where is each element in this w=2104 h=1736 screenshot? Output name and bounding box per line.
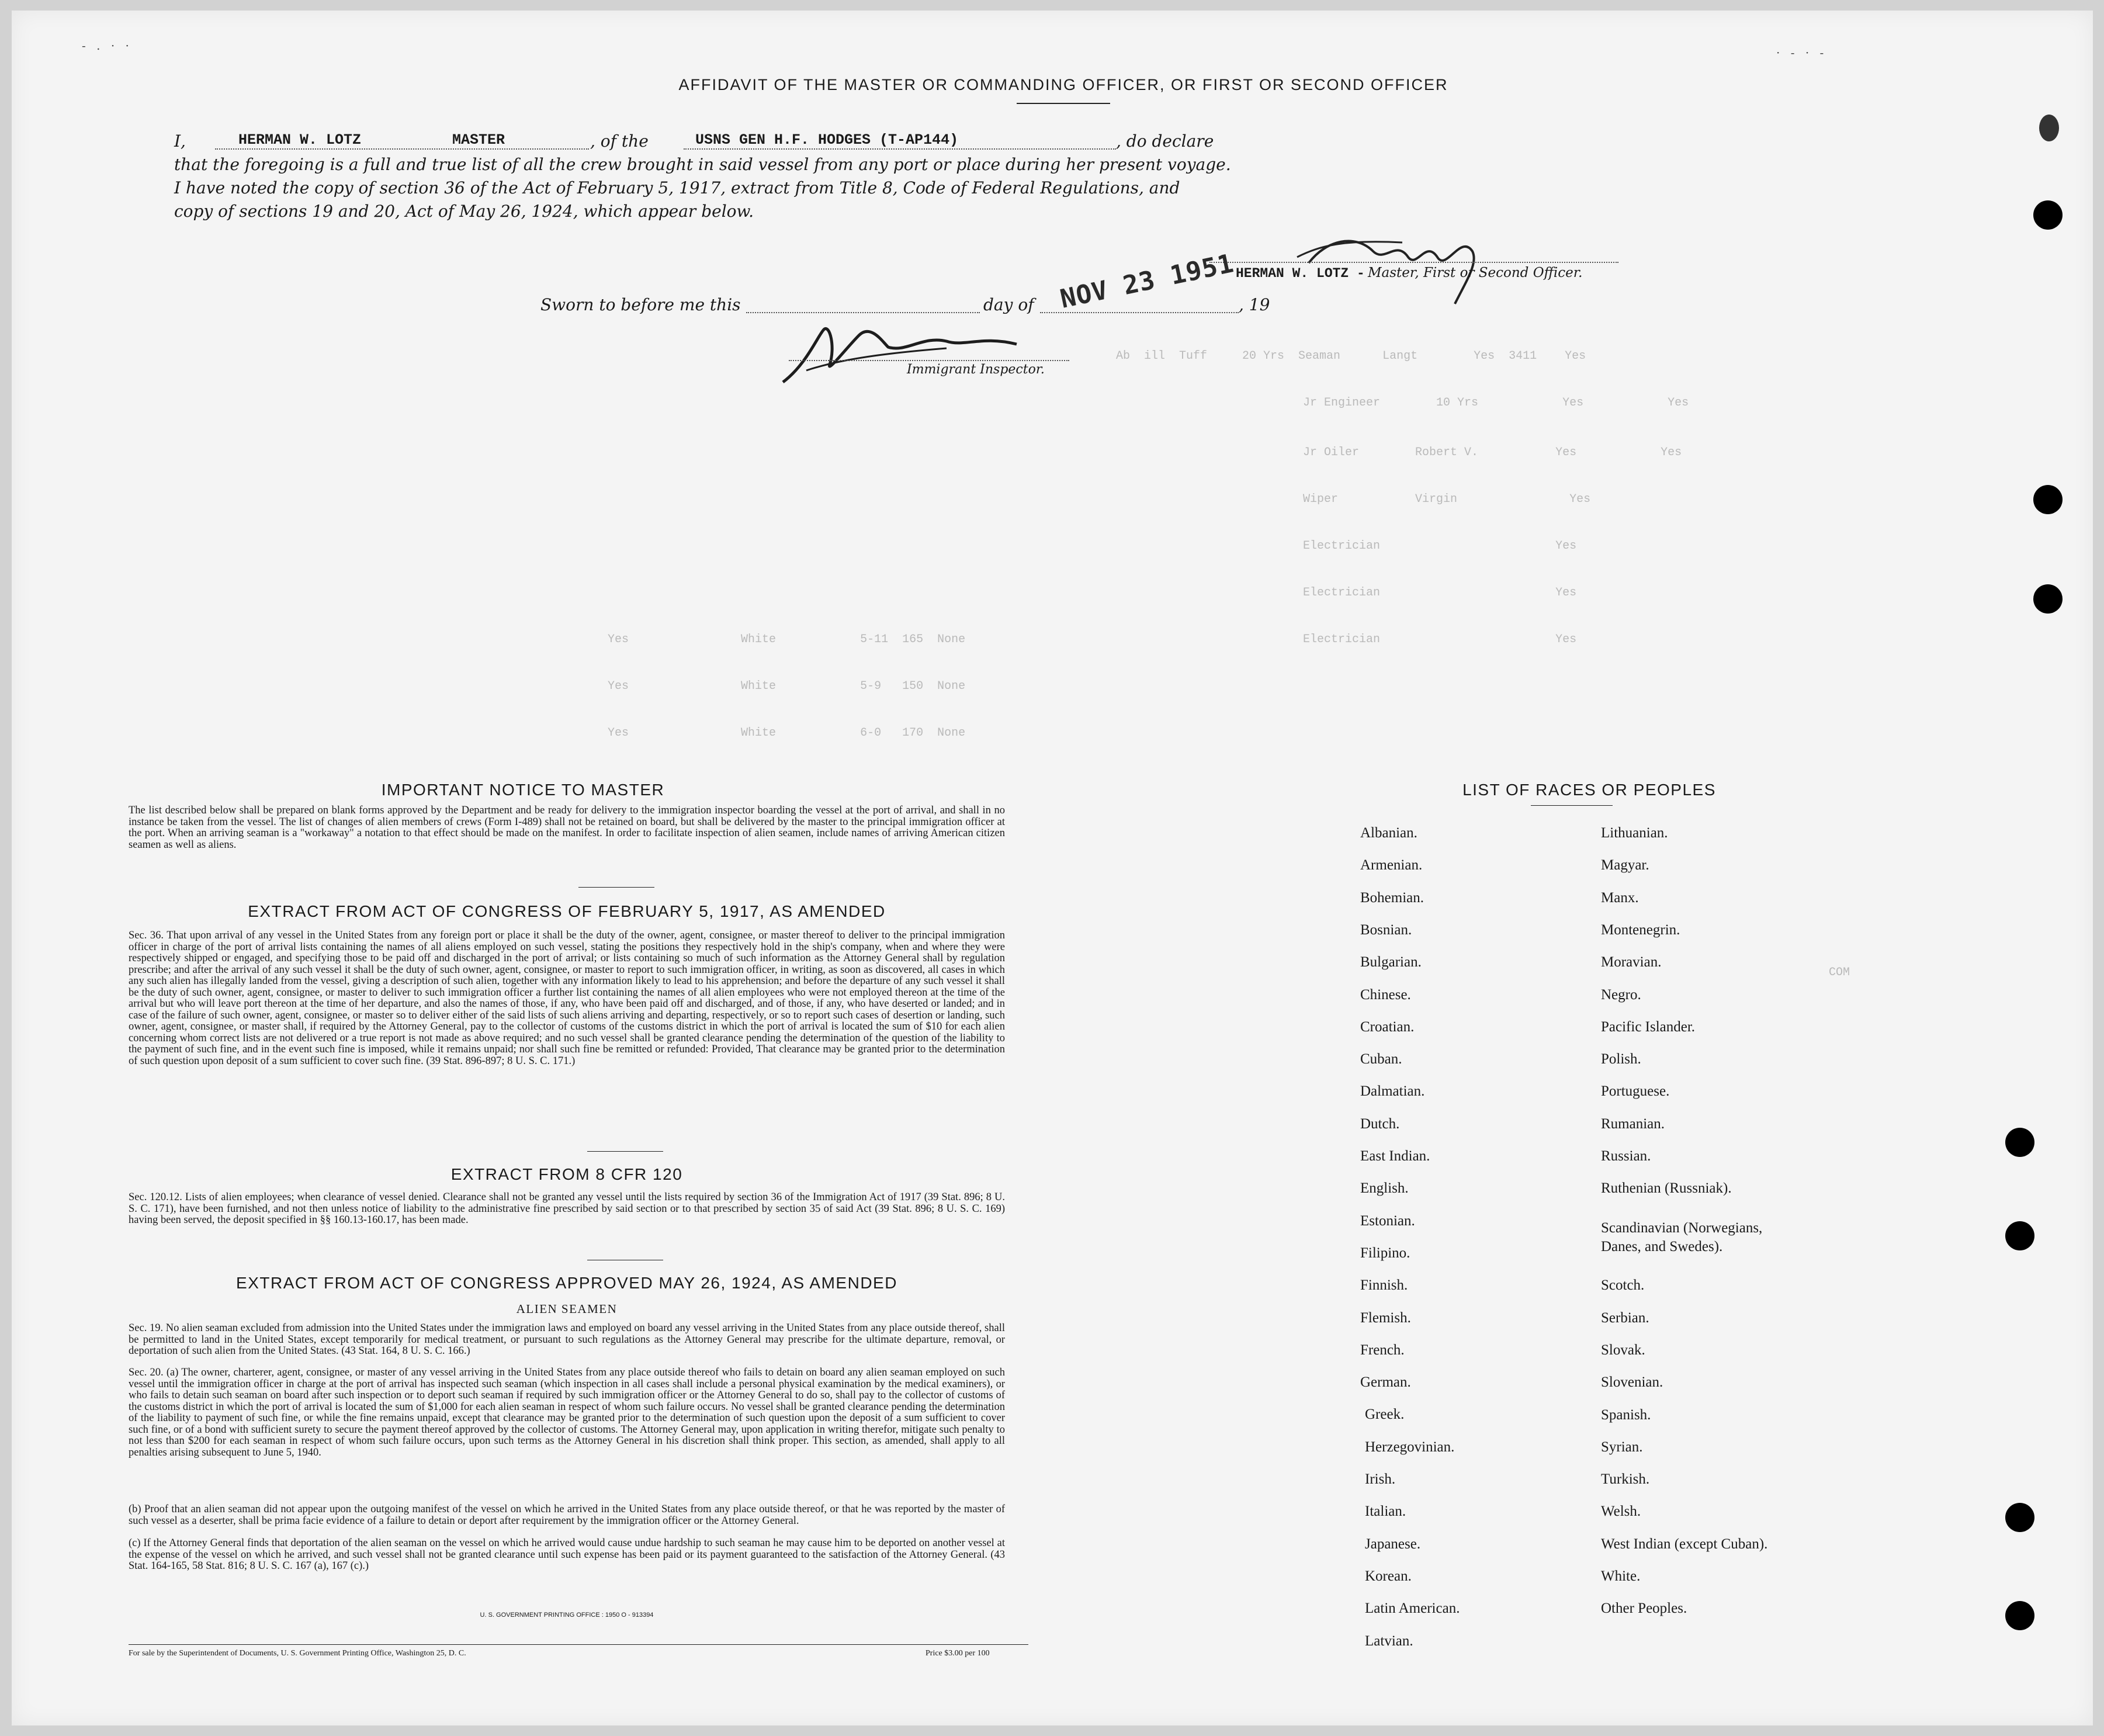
gpo-imprint: U. S. GOVERNMENT PRINTING OFFICE : 1950 O - 913394 [480,1612,654,1619]
race-item: French. [1360,1342,1405,1358]
punch-hole [2005,1503,2034,1532]
race-item: Bohemian. [1360,889,1424,906]
race-item: Negro. [1601,986,1641,1003]
race-item: Spanish. [1601,1406,1651,1423]
race-item: Finnish. [1360,1277,1408,1294]
race-item: Moravian. [1601,954,1662,971]
inspector-dotted-line [789,360,1069,361]
declaration-line-1 [174,130,1647,153]
extract-1917-text: Sec. 36. That upon arrival of any vessel in the United States from any foreign port or place it shall be the duty of the owner, agent, consignee, or master thereof to deliver to the principal immigration officer in charge of the port of arrival lists containing the names of all aliens employed on such vessel, stating the positions they respectively hold in the ship's company, when and where they were respectively shipped or engaged, and specifying those to be paid off and discharged in the port of arrival; or lists containing so much of such information as the Attorney General shall by regulation prescribe; and after the arrival of any such vessel it shall be the duty of such owner, agent, consignee, or master to report to such immigration officer, in writing, as soon as discovered, all cases in which any such alien has illegally landed from the vessel, giving a description of such alien, together with any information likely to lead to his apprehension; and before the departure of any such vessel it shall be the duty of such owner, agent, consignee, or master to deliver to such immigration officer a further list containing the names of all alien employees who were not employed thereon at the time of the arrival but who will leave port thereon at the time of her departure, and also the names of those, if any, who have been paid off and discharged, and of those, if any, who have deserted or landed; and in case of the failure of such owner, agent, consignee, or master so to deliver either of the said lists of such aliens arriving and departing, respectively, or so to report such cases of desertion or landing, such owner, agent, consignee, or master shall, if required by the Attorney General, pay to the collector of customs of the customs district in which the port of arrival is located the sum of $10 for each alien concerning whom correct lists are not delivered or a true report is not made as above required; and no such vessel shall be granted clearance pending the determination of the question of the liability to the payment of such fine, and in the event such fine is imposed, while it remains unpaid; nor shall such fine be remitted or refunded: Provided, That clearance may be granted prior to the determination of such question upon deposit of a sum sufficient to cover such fine. (39 Stat. 896-897; 8 U. S. C. 171.) [129,930,1005,1067]
race-item: Turkish. [1601,1471,1650,1488]
race-item: Korean. [1365,1568,1412,1584]
race-item: Albanian. [1360,825,1417,841]
name-dotted-line [215,148,589,150]
year-19-text: , 19 [1239,295,1270,314]
declaration-line-2: that the foregoing is a full and true list of all the crew brought in said vessel from any port or place during her present voyage. [174,155,1231,174]
declaration-line-4: copy of sections 19 and 20, Act of May 26, 1924, which appear below. [174,202,754,221]
races-underline [1531,805,1613,806]
race-item: Syrian. [1601,1439,1643,1455]
extract-8cfr-text: Sec. 120.12. Lists of alien employees; when clearance of vessel denied. Clearance shall not be granted any vessel until the lists required by section 36 of the Immigration Act of 1917 (39 Stat. 896; 8 U. S. C. 171), have been furnished, and not then unless notice of liability to the administrative fine prescribed by said section or to that prescribed by section 35 of said Act (39 Stat. 896; 8 U. S. C. 169) having been served, the deposit specified in §§ 160.13-160.17, has been made. [129,1191,1005,1226]
race-item: Filipino. [1360,1245,1410,1261]
race-item: Chinese. [1360,986,1411,1003]
extract-1924-heading: EXTRACT FROM ACT OF CONGRESS APPROVED MAY 26, 1924, AS AMENDED [236,1274,897,1292]
race-item: Rumanian. [1601,1115,1665,1132]
notice-heading: IMPORTANT NOTICE TO MASTER [381,781,665,799]
race-item: Montenegrin. [1601,921,1680,938]
signer-line [1236,265,1583,281]
section-divider [587,1151,663,1152]
footer-rule [129,1644,1028,1645]
signature-dotted-line [1209,262,1618,263]
race-item: Bosnian. [1360,921,1412,938]
document-page [12,11,2093,1725]
corner-marks: · - · - [1776,46,1828,60]
punch-hole [2033,200,2063,230]
race-item: Slovak. [1601,1342,1645,1358]
race-item: Magyar. [1601,857,1649,874]
bleed-through-text: Jr Engineer 10 Yrs Yes Yes [1303,396,1689,410]
master-rank: MASTER [452,131,505,148]
extract-1924-sec20c: (c) If the Attorney General finds that deportation of the alien seaman on the vessel on which he arrived would cause undue hardship to such seaman he may cause him to be deported on another vessel at the expense of the vessel on which he arrived, and such vessel shall not be granted clearance until such expense has been paid or its payment guaranteed to the satisfaction of the Attorney General. (43 Stat. 164-165, 58 Stat. 816; 8 U. S. C. 167 (a), 167 (c).) [129,1537,1005,1572]
bleed-through-text: Yes White 5-11 165 None [608,633,966,646]
footer-price: Price $3.00 per 100 [926,1649,990,1658]
race-item: Portuguese. [1601,1083,1670,1100]
declaration-i: I, [174,131,186,151]
day-of-text: day of [983,295,1034,314]
declaration-line-3: I have noted the copy of section 36 of the Act of February 5, 1917, extract from Title 8, Code of Federal Regulations, and [174,178,1180,197]
race-item: Croatian. [1360,1018,1415,1035]
corner-marks: - . · · [82,39,133,53]
date-stamp: NOV 23 1951 [1058,248,1237,314]
race-item: Scotch. [1601,1277,1645,1294]
bleed-through-text: Jr Oiler Robert V. Yes Yes [1303,446,1682,459]
vessel-dotted-line [684,148,1116,150]
extract-1924-sec20a: Sec. 20. (a) The owner, charterer, agent, consignee, or master of any vessel arriving in the United States from any place outside thereof who fails to detain on board any alien seaman employed on such vessel until the immigration officer in charge at the port of arrival has inspected such seaman (which inspection in all cases shall include a personal physical examination by the medical examiners), or who fails to detain such seaman on board after such inspection or to deport such seaman if required by such immigration officer or the Attorney General to do so, shall pay to the collector of customs of the customs district in which the port of arrival is located the sum of $1,000 for each alien seaman in respect of whom such failure occurs. No vessel shall be granted clearance pending the determination of the liability to payment of such fine, or while the fine remains unpaid, except that clearance may be granted prior to the determination of such question upon the deposit of a sum sufficient to cover such fine, or of a bond with sufficient surety to secure the payment thereof approved by the collector of customs. The Attorney General may, upon application in writing therefor, mitigate such penalty to not less than $200 for each seaman in respect of whom such failure occurs, upon such terms as the Attorney General in his discretion shall think proper. This section, as amended, shall apply to all penalties arising subsequent to June 5, 1940. [129,1367,1005,1458]
race-item: Ruthenian (Russniak). [1601,1180,1732,1197]
extract-1924-sec19: Sec. 19. No alien seaman excluded from admission into the United States under the immigration laws and employed on board any vessel arriving in the United States from any place outside thereof, shall be permitted to land in the United States, except temporarily for medical treatment, or pursuant to such regulations as the Attorney General may prescribe for the ultimate departure, removal, or deportation of such alien from the United States. (43 Stat. 164, 8 U. S. C. 166.) [129,1322,1005,1357]
notice-text: The list described below shall be prepared on blank forms approved by the Department and be ready for delivery to the immigration inspector boarding the vessel at the port of arrival, and shall in no instance be taken from the vessel. The list of changes of alien members of crews (Form I-489) shall not be retained on board, but shall be delivered by the master to the principal immigration officer at the port. When an arriving seaman is a "workaway" a notation to that effect should be made on the manifest. In order to facilitate inspection of alien seamen, include names of arriving American citizen seamen as well as aliens. [129,805,1005,851]
race-item: English. [1360,1180,1409,1197]
bleed-through-text: Yes White 6-0 170 None [608,726,966,740]
title-underline [1017,103,1110,104]
race-item: Dutch. [1360,1115,1400,1132]
race-item: Lithuanian. [1601,825,1668,841]
race-item: East Indian. [1360,1148,1430,1164]
race-item: Russian. [1601,1148,1651,1164]
extract-1917-heading: EXTRACT FROM ACT OF CONGRESS OF FEBRUARY 5, 1917, AS AMENDED [248,902,886,920]
race-item: Manx. [1601,889,1639,906]
do-declare-text: , do declare [1116,131,1214,151]
races-heading: LIST OF RACES OR PEOPLES [1462,781,1716,799]
signer-caption: Master, First or Second Officer. [1367,265,1583,280]
race-item: Dalmatian. [1360,1083,1425,1100]
bleed-through-text: Yes White 5-9 150 None [608,680,966,693]
master-name: HERMAN W. LOTZ [238,131,362,148]
race-item: Other Peoples. [1601,1600,1687,1617]
punch-hole [2033,584,2063,614]
punch-hole [2005,1221,2034,1250]
vessel-name: USNS GEN H.F. HODGES (T-AP144) [695,131,959,148]
race-item: Latin American. [1365,1600,1460,1617]
race-item: White. [1601,1568,1641,1584]
race-item: Cuban. [1360,1051,1402,1068]
race-item: Scandinavian (Norwegians, [1601,1220,1763,1236]
extract-8cfr-heading: EXTRACT FROM 8 CFR 120 [450,1165,683,1183]
punch-hole [2005,1601,2034,1630]
bleed-through-text: Wiper Virgin Yes [1303,493,1591,506]
race-item: Welsh. [1601,1503,1641,1520]
race-item: Danes, and Swedes). [1601,1239,1723,1255]
extract-1924-sec20b: (b) Proof that an alien seaman did not appear upon the outgoing manifest of the vessel on which he arrived in the United States from any place outside thereof, or that he was reported by the master of such vessel as a deserter, shall be prima facie evidence of a failure to detain or deport after requirement by the immigration officer or the Attorney General. [129,1503,1005,1527]
punch-hole [2033,485,2063,514]
race-item: Irish. [1365,1471,1396,1487]
race-item: Slovenian. [1601,1374,1663,1391]
punch-hole-partial [2039,115,2059,141]
bleed-through-text: Electrician Yes [1303,539,1577,553]
punch-hole [2005,1128,2034,1157]
sworn-text: Sworn to before me this [540,295,741,314]
race-item: Armenian. [1360,857,1423,874]
race-item: Polish. [1601,1051,1641,1068]
race-item: Italian. [1365,1503,1406,1520]
section-divider [578,887,654,888]
race-item: Flemish. [1360,1309,1411,1326]
race-item: Greek. [1365,1406,1405,1423]
race-item: Latvian. [1365,1633,1413,1649]
bleed-through-text: Electrician Yes [1303,586,1577,600]
bleed-through-text: Electrician Yes [1303,633,1577,646]
affidavit-title: AFFIDAVIT OF THE MASTER OR COMMANDING OFFICER, OR FIRST OR SECOND OFFICER [678,76,1448,93]
race-item: Japanese. [1365,1536,1421,1552]
race-item: Estonian. [1360,1212,1415,1229]
bleed-through-text: Ab ill Tuff 20 Yrs Seaman Langt Yes 3411 Yes [1116,349,1586,363]
footer-sale-text: For sale by the Superintendent of Documents, U. S. Government Printing Office, Washington 25, D. C. [129,1649,466,1658]
race-item: Pacific Islander. [1601,1018,1696,1035]
signer-name: HERMAN W. LOTZ - [1236,266,1365,281]
of-the-text: , of the [590,131,649,151]
race-item: West Indian (except Cuban). [1601,1536,1768,1552]
race-item: Bulgarian. [1360,954,1422,971]
alien-seamen-subheading: ALIEN SEAMEN [516,1302,618,1316]
race-item: Serbian. [1601,1309,1649,1326]
race-item: Herzegovinian. [1365,1439,1455,1455]
race-item: German. [1360,1374,1411,1391]
inspector-caption: Immigrant Inspector. [907,362,1045,377]
bleed-through-text: COM [1829,966,1850,979]
